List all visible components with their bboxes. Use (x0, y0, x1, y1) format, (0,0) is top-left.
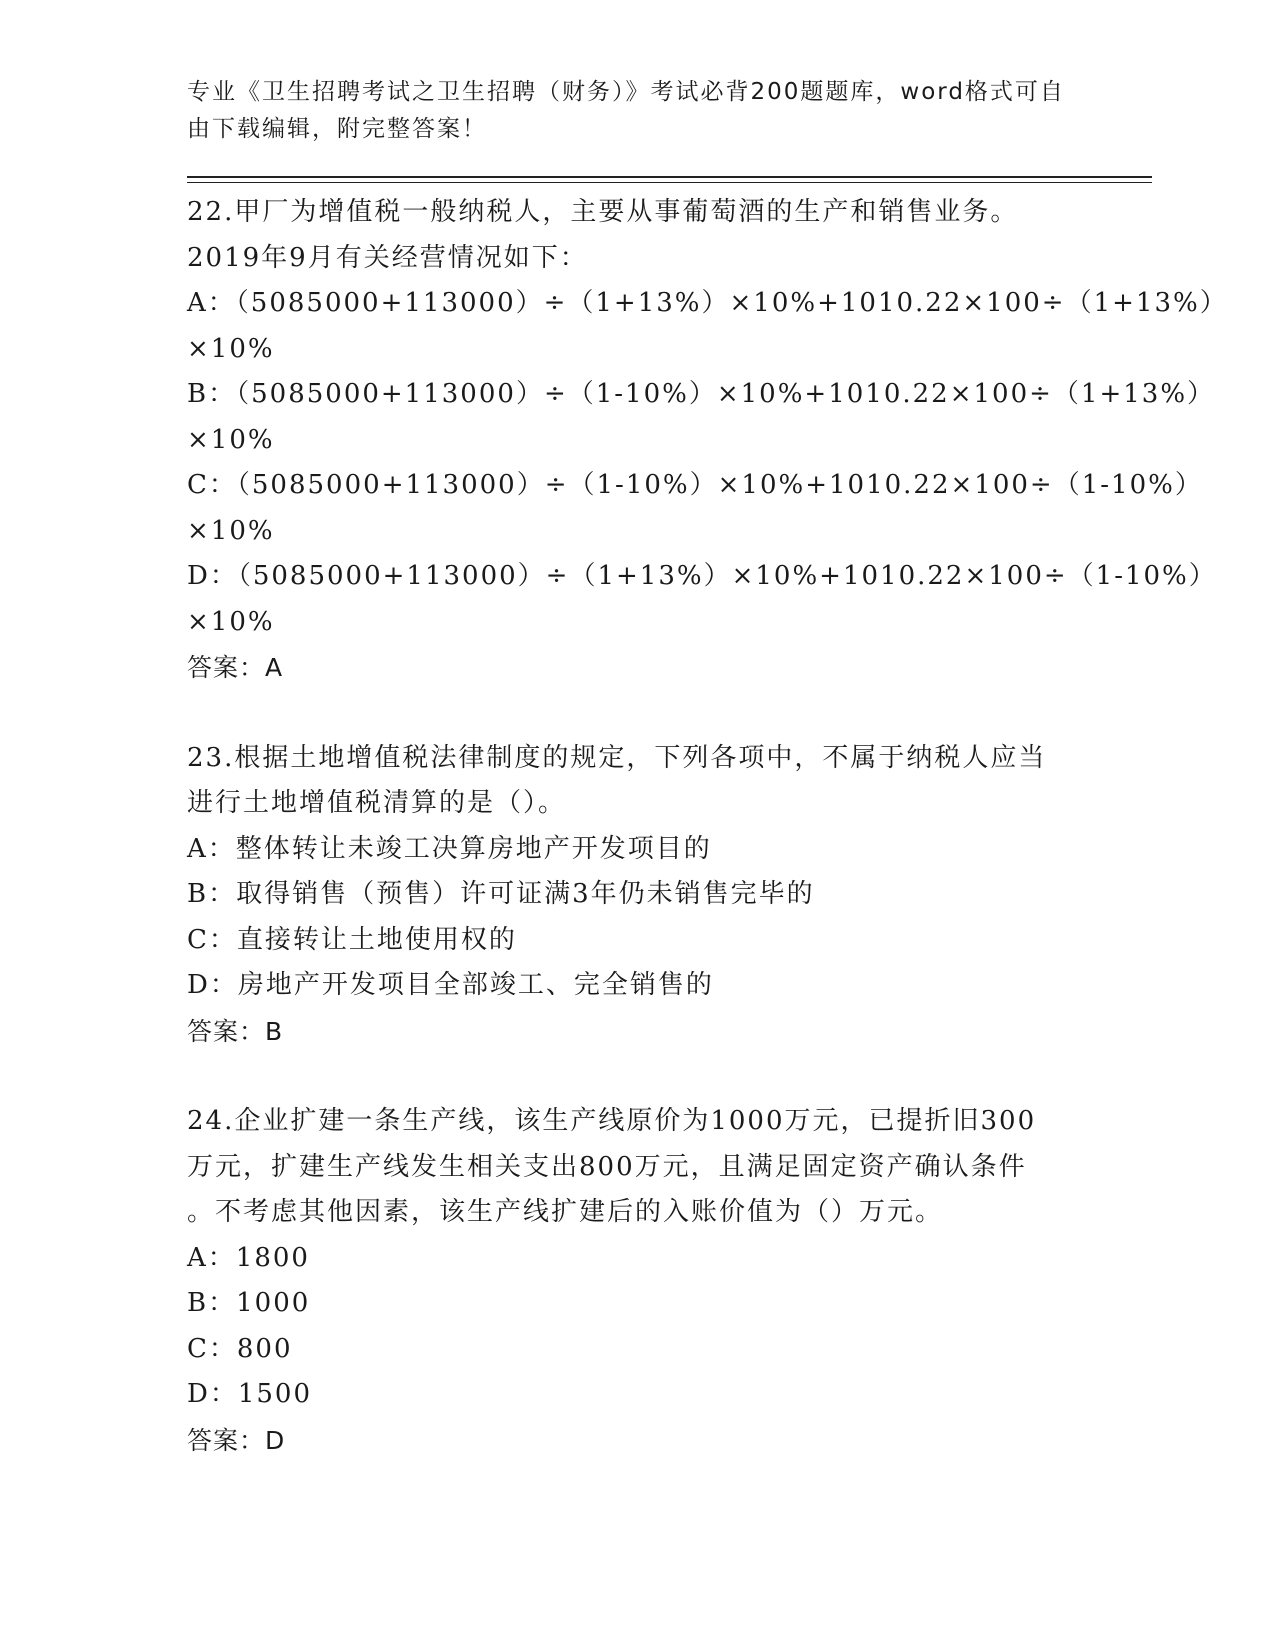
question-23 (187, 736, 1077, 1055)
question-stem-line: 进行土地增值税清算的是（）。 (187, 788, 567, 818)
option-c: C：800 (187, 1333, 293, 1364)
answer-line: 答案：A (187, 653, 284, 682)
document-header (187, 74, 1067, 148)
option-c-continued: ×10% (187, 515, 275, 546)
option-b: B：1000 (187, 1288, 311, 1318)
option-a: A：整体转让未竣工决算房地产开发项目的 (187, 833, 712, 864)
question-stem-line: 。不考虑其他因素，该生产线扩建后的入账价值为（）万元。 (187, 1197, 944, 1227)
question-22 (187, 190, 1228, 691)
option-c: C：（5085000+113000）÷（1-10%）×10%+1010.22×100÷（1-10%） (187, 470, 1203, 500)
option-a: A：（5085000+113000）÷（1+13%）×10%+1010.22×100÷（1+13%） (187, 288, 1228, 318)
option-d: D：1500 (187, 1379, 313, 1409)
header-divider-thin (187, 182, 1152, 183)
header-title-line-1: 专业《卫生招聘考试之卫生招聘（财务）》考试必背200题题库，word格式可自 (187, 79, 1065, 105)
option-a-continued: ×10% (187, 333, 275, 364)
answer-line: 答案：B (187, 1016, 284, 1046)
option-b: B：取得销售（预售）许可证满3年仍未销售完毕的 (187, 879, 815, 909)
option-d: D：（5085000+113000）÷（1+13%）×10%+1010.22×100÷（1-10%） (187, 561, 1217, 591)
question-stem-line: 万元，扩建生产线发生相关支出800万元，且满足固定资产确认条件 (187, 1151, 1027, 1182)
question-list (187, 190, 1228, 1508)
option-b-continued: ×10% (187, 424, 275, 455)
answer-line: 答案：D (187, 1425, 286, 1455)
option-d-continued: ×10% (187, 606, 275, 637)
option-a: A：1800 (187, 1242, 310, 1273)
question-stem-line: 23.根据土地增值税法律制度的规定，下列各项中，不属于纳税人应当 (187, 742, 1047, 773)
option-d: D：房地产开发项目全部竣工、完全销售的 (187, 970, 714, 1000)
header-title-line-2: 由下载编辑，附完整答案！ (187, 116, 487, 142)
question-24 (187, 1099, 1077, 1463)
header-divider-thick (187, 176, 1152, 178)
question-stem-line: 22.甲厂为增值税一般纳税人，主要从事葡萄酒的生产和销售业务。 (187, 197, 1019, 227)
option-c: C：直接转让土地使用权的 (187, 924, 517, 955)
question-stem-line: 24.企业扩建一条生产线，该生产线原价为1000万元，已提折旧300 (187, 1106, 1037, 1136)
question-stem-line: 2019年9月有关经营情况如下： (187, 242, 588, 273)
option-b: B：（5085000+113000）÷（1-10%）×10%+1010.22×100÷（1+13%） (187, 379, 1216, 409)
